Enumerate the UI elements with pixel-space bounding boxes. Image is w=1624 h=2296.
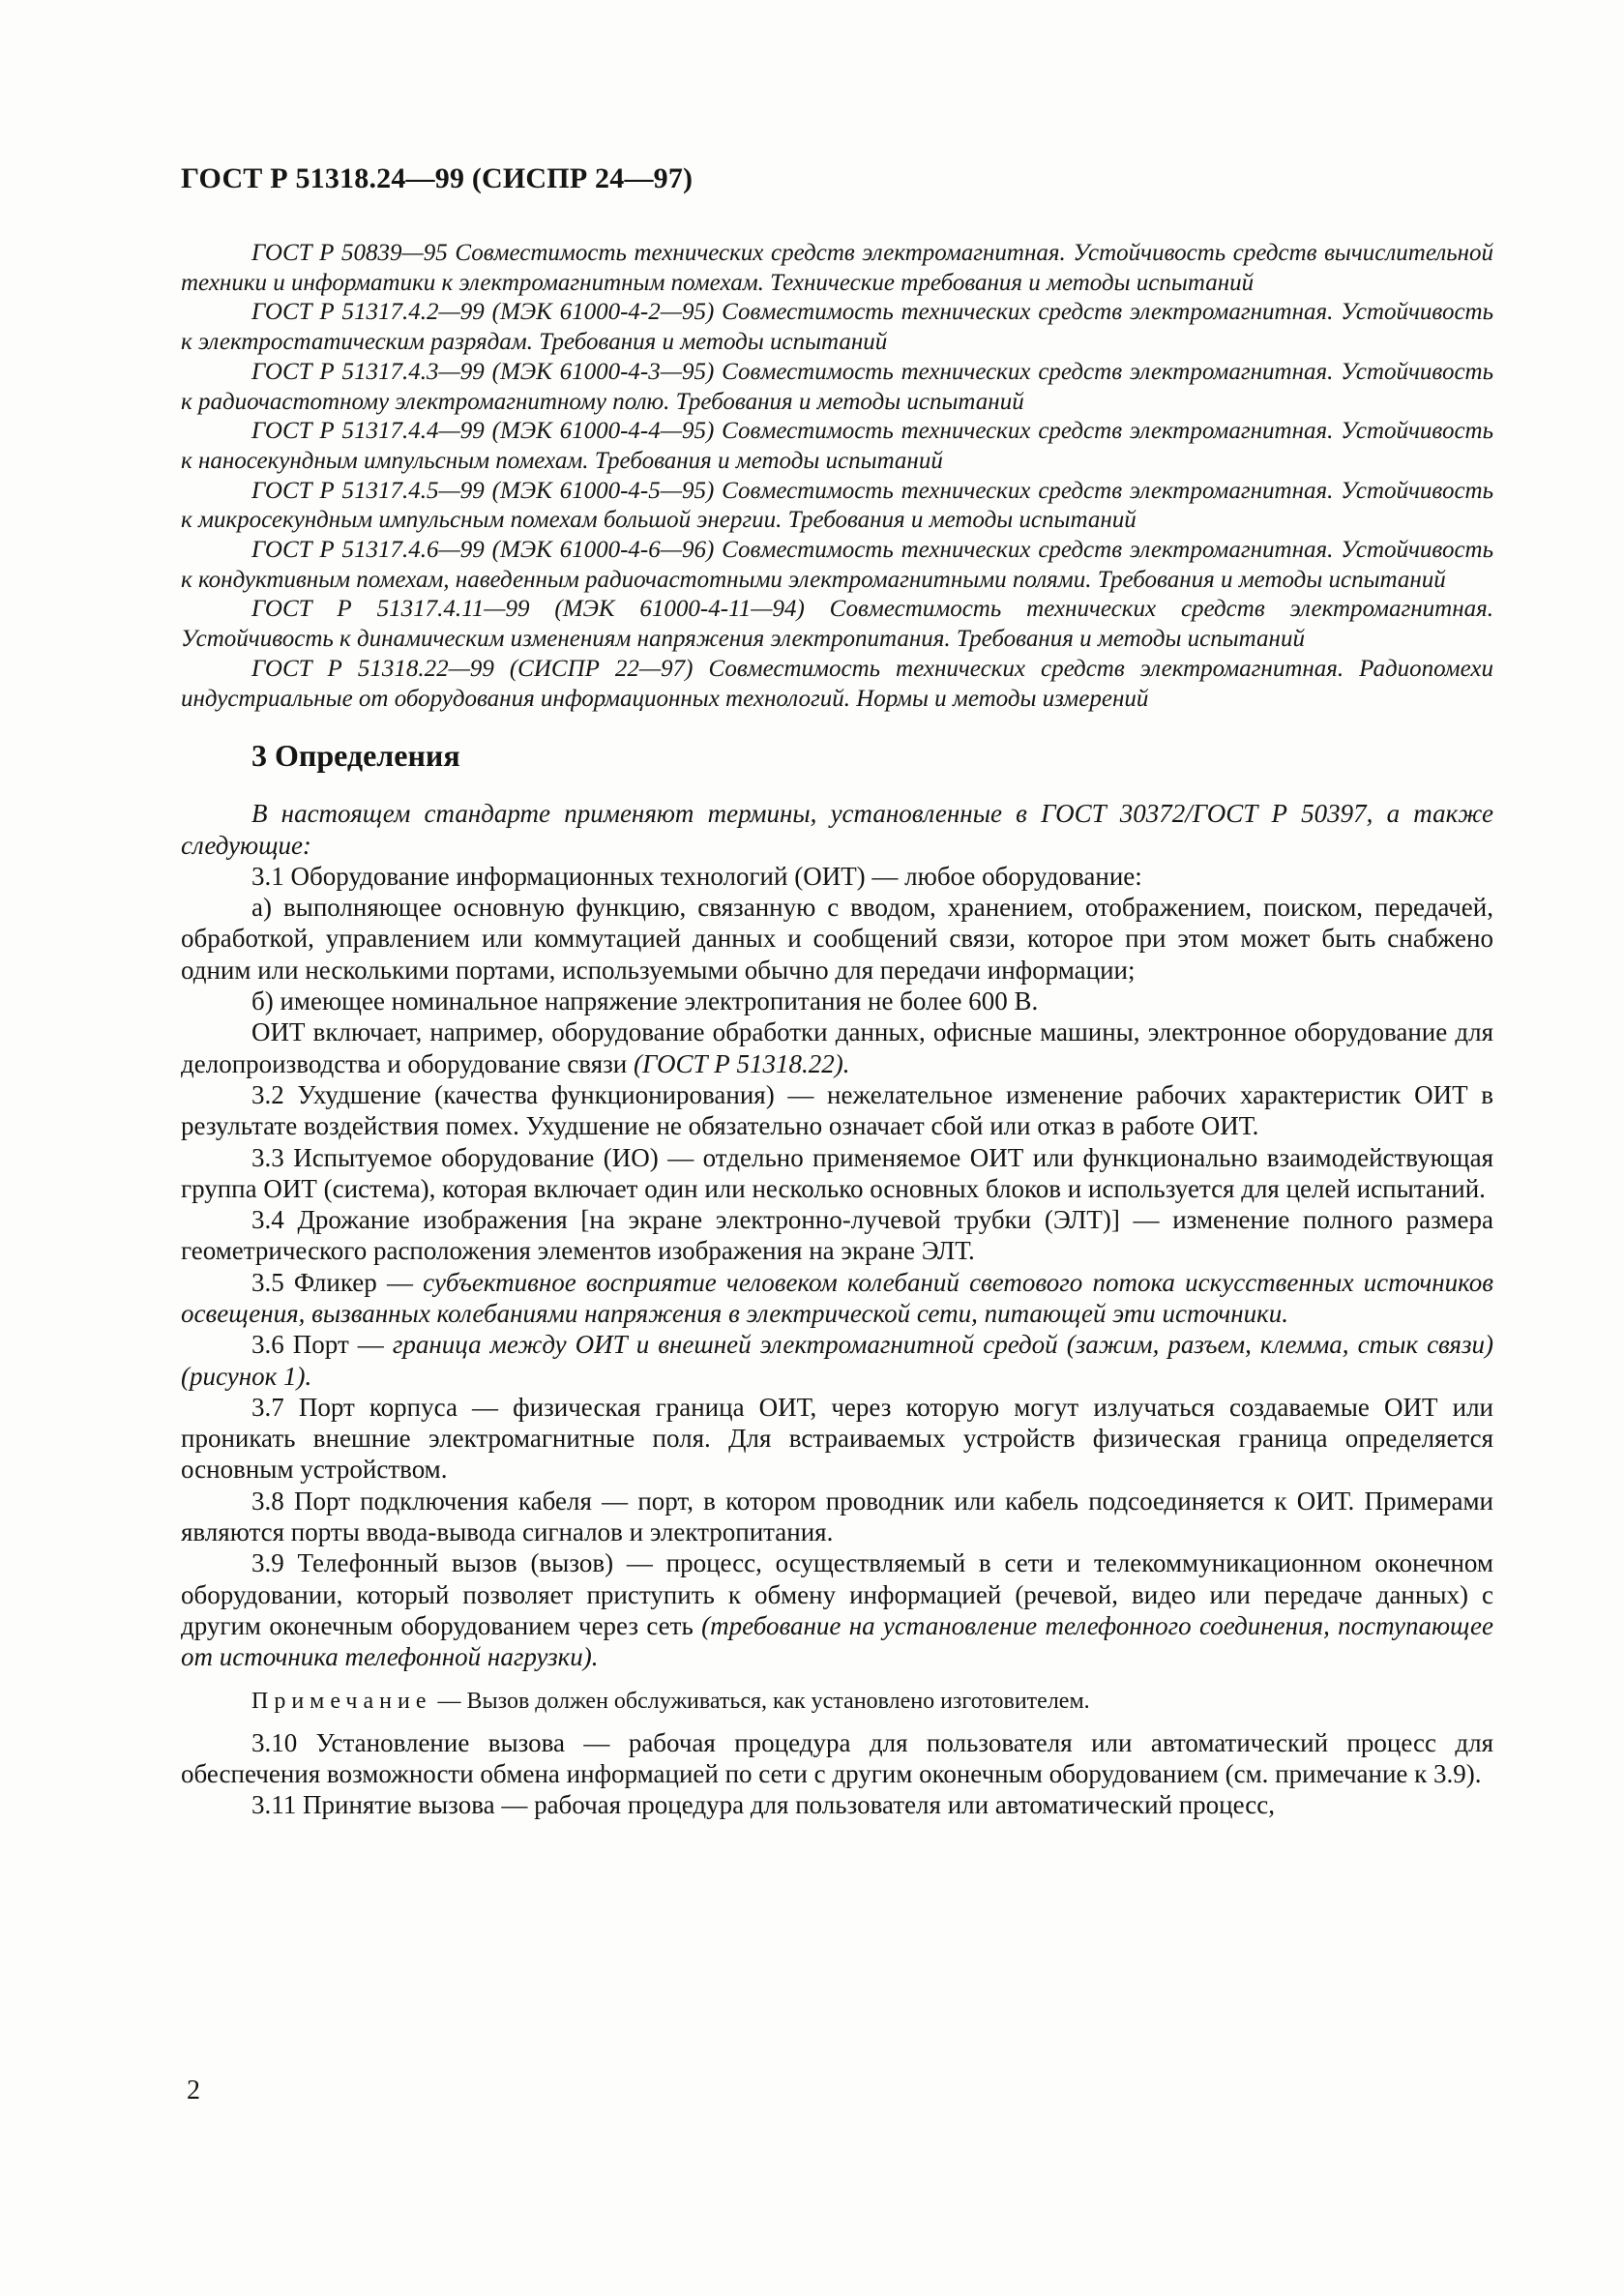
reference-item: ГОСТ Р 51317.4.3—99 (МЭК 61000-4-3—95) Совместимость технических средств электромагнитная. Устойчивость к радиочастотному электромагнитному полю. Требования и методы испытаний: [181, 358, 1493, 415]
definition-3-8: 3.8 Порт подключения кабеля — порт, в котором проводник или кабель подсоединяется к ОИТ. Примерами являются порты ввода-вывода сигналов и электропитания.: [181, 1486, 1493, 1547]
reference-item: ГОСТ Р 51317.4.4—99 (МЭК 61000-4-4—95) Совместимость технических средств электромагнитная. Устойчивость к наносекундным импульсным помехам. Требования и методы испытаний: [181, 418, 1493, 474]
definition-3-7: 3.7 Порт корпуса — физическая граница ОИТ, через которую могут излучаться создаваемые ОИТ или проникать внешние электромагнитные поля. Для встраиваемых устройств физическая граница определяется основным устройством.: [181, 1392, 1493, 1485]
definition-3-2: 3.2 Ухудшение (качества функционирования) — нежелательное изменение рабочих характеристик ОИТ в результате воздействия помех. Ухудшение не обязательно означает сбой или отказ в работе ОИТ.: [181, 1079, 1493, 1141]
reference-item: ГОСТ Р 51317.4.2—99 (МЭК 61000-4-2—95) Совместимость технических средств электромагнитная. Устойчивость к электростатическим разрядам. Требования и методы испытаний: [181, 299, 1493, 356]
section-title: 3 Определения: [251, 738, 460, 774]
normative-references-list: [181, 239, 1493, 714]
definition-3-1-item-a: а) выполняющее основную функцию, связанную с вводом, хранением, отображением, поиском, передачей, обработкой, управлением или коммутацией данных и сообщений связи, которое при этом может быть снабжено одним или несколькими портами, используемыми обычно для передачи информации;: [181, 893, 1493, 985]
definition-3-6-term: 3.6 Порт —: [251, 1330, 384, 1360]
note-label: Примечание: [251, 1688, 432, 1714]
definition-3-1: 3.1 Оборудование информационных технологий (ОИТ) — любое оборудование:: [251, 861, 1142, 891]
oit-paragraph-reference: (ГОСТ Р 51318.22).: [633, 1048, 850, 1078]
definition-3-5-term: 3.5 Фликер —: [251, 1267, 413, 1297]
definition-3-5-text: субъективное восприятие человеком колебаний светового потока искусственных источников освещения, вызванных колебаниями напряжения в электрической сети, питающей эти источники.: [181, 1267, 1493, 1328]
note: [181, 1687, 1493, 1716]
definition-3-4: 3.4 Дрожание изображения [на экране электронно-лучевой трубки (ЭЛТ)] — изменение полного размера геометрического расположения элементов изображения на экране ЭЛТ.: [181, 1205, 1493, 1266]
definition-3-1-item-b: б) имеющее номинальное напряжение электропитания не более 600 В.: [251, 986, 1039, 1016]
definition-3-6-text: граница между ОИТ и внешней электромагнитной средой (зажим, разъем, клемма, стык связи) (рисунок 1).: [181, 1330, 1493, 1391]
document-header: ГОСТ Р 51318.24—99 (СИСПР 24—97): [181, 162, 694, 194]
definition-3-1-oit-paragraph: [181, 1016, 1493, 1079]
reference-item: ГОСТ Р 51317.4.5—99 (МЭК 61000-4-5—95) Совместимость технических средств электромагнитная. Устойчивость к микросекундным импульсным помехам большой энергии. Требования и методы испытаний: [181, 477, 1493, 534]
note-text: — Вызов должен обслуживаться, как установлено изготовителем.: [437, 1688, 1090, 1714]
definition-3-5: [181, 1267, 1493, 1330]
page-number: 2: [187, 2075, 200, 2105]
definition-3-9-text: 3.9 Телефонный вызов (вызов) — процесс, осуществляемый в сети и телекоммуникационном оконечном оборудовании, который позволяет приступить к обмену информацией (речевой, видео или передаче данных) с другим оконечным оборудованием через сеть: [181, 1548, 1493, 1640]
oit-paragraph-text: ОИТ включает, например, оборудование обработки данных, офисные машины, электронное оборудование для делопроизводства и оборудование связи: [181, 1017, 1493, 1078]
definition-3-10: 3.10 Установление вызова — рабочая процедура для пользователя или автоматический процесс для обеспечения возможности обмена информацией по сети с другим оконечным оборудованием (см. примечание к 3.9).: [181, 1727, 1493, 1788]
definition-3-9-italic: (требование на установление телефонного соединения, поступающее от источника телефонной нагрузки).: [181, 1610, 1494, 1672]
definition-3-9: [181, 1547, 1493, 1672]
definition-3-3: 3.3 Испытуемое оборудование (ИО) — отдельно применяемое ОИТ или функционально взаимодействующая группа ОИТ (система), которая включает один или несколько основных блоков и используется для целей испытаний.: [181, 1142, 1493, 1203]
reference-item: ГОСТ Р 51318.22—99 (СИСПР 22—97) Совместимость технических средств электромагнитная. Радиопомехи индустриальные от оборудования информационных технологий. Нормы и методы измерений: [181, 655, 1493, 712]
page-content: [181, 160, 1493, 1820]
definitions-intro: В настоящем стандарте применяют термины, установленные в ГОСТ 30372/ГОСТ Р 50397, а также следующие:: [181, 799, 1493, 860]
definition-3-11: 3.11 Принятие вызова — рабочая процедура для пользователя или автоматический процесс,: [251, 1790, 1275, 1820]
definition-3-6: [181, 1329, 1493, 1392]
reference-item: ГОСТ Р 50839—95 Совместимость технических средств электромагнитная. Устойчивость средств вычислительной техники и информатики к электромагнитным помехам. Технические требования и методы испытаний: [181, 240, 1493, 296]
reference-item: ГОСТ Р 51317.4.11—99 (МЭК 61000-4-11—94) Совместимость технических средств электромагнитная. Устойчивость к динамическим изменениям напряжения электропитания. Требования и методы испытаний: [181, 596, 1493, 653]
reference-item: ГОСТ Р 51317.4.6—99 (МЭК 61000-4-6—96) Совместимость технических средств электромагнитная. Устойчивость к кондуктивным помехам, наведенным радиочастотными электромагнитными полями. Требования и методы испытаний: [181, 537, 1493, 593]
definitions-section: [181, 798, 1493, 1820]
